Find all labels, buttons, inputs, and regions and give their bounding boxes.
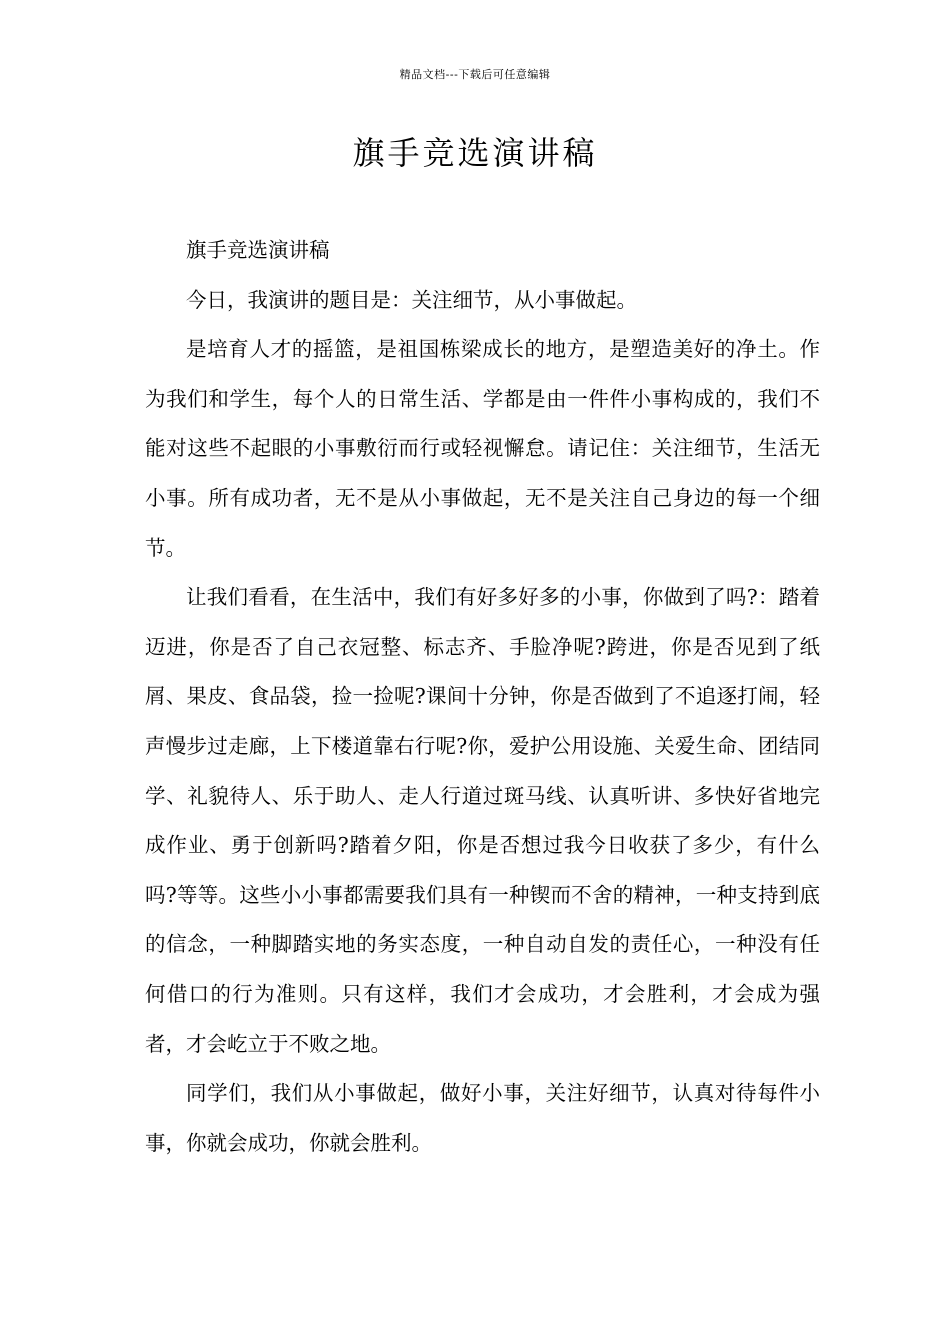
document-title: 旗手竞选演讲稿 [352,134,598,172]
paragraph-school: 是培育人才的摇篮，是祖国栋梁成长的地方，是塑造美好的净土。作为我们和学生，每个人的日常生活、学都是由一件件小事构成的，我们不能对这些不起眼的小事敷衍而行或轻视懈怠。请记住：关注细节，生活无小事。所有成功者，无不是从小事做起，无不是关注自己身边的每一个细节。 [145,337,820,560]
paragraph-conclusion: 同学们，我们从小事做起，做好小事，关注好细节，认真对待每件小事，你就会成功，你就会胜利。 [145,1081,820,1155]
page-header-note: 精品文档---下载后可任意编辑 [399,68,551,81]
paragraph-subtitle: 旗手竞选演讲稿 [186,238,330,262]
paragraph-daily-details: 让我们看看，在生活中，我们有好多好多的小事，你做到了吗?：踏着迈进，你是否了自己衣冠整、标志齐、手脸净呢?跨进，你是否见到了纸屑、果皮、食品袋，捡一捡呢?课间十分钟，你是否做到了不追逐打闹，轻声慢步过走廊，上下楼道靠右行呢?你，爱护公用设施、关爱生命、团结同学、礼貌待人、乐于助人、走人行道过斑马线、认真听讲、多快好省地完成作业、勇于创新吗?踏着夕阳，你是否想过我今日收获了多少，有什么吗?等等。这些小小事都需要我们具有一种锲而不舍的精神，一种支持到底的信念，一种脚踏实地的务实态度，一种自动自发的责任心，一种没有任何借口的行为准则。只有这样，我们才会成功，才会胜利，才会成为强者，才会屹立于不败之地。 [145,585,820,1056]
paragraph-topic: 今日，我演讲的题目是：关注细节，从小事做起。 [186,287,637,312]
document-body [145,226,820,1168]
